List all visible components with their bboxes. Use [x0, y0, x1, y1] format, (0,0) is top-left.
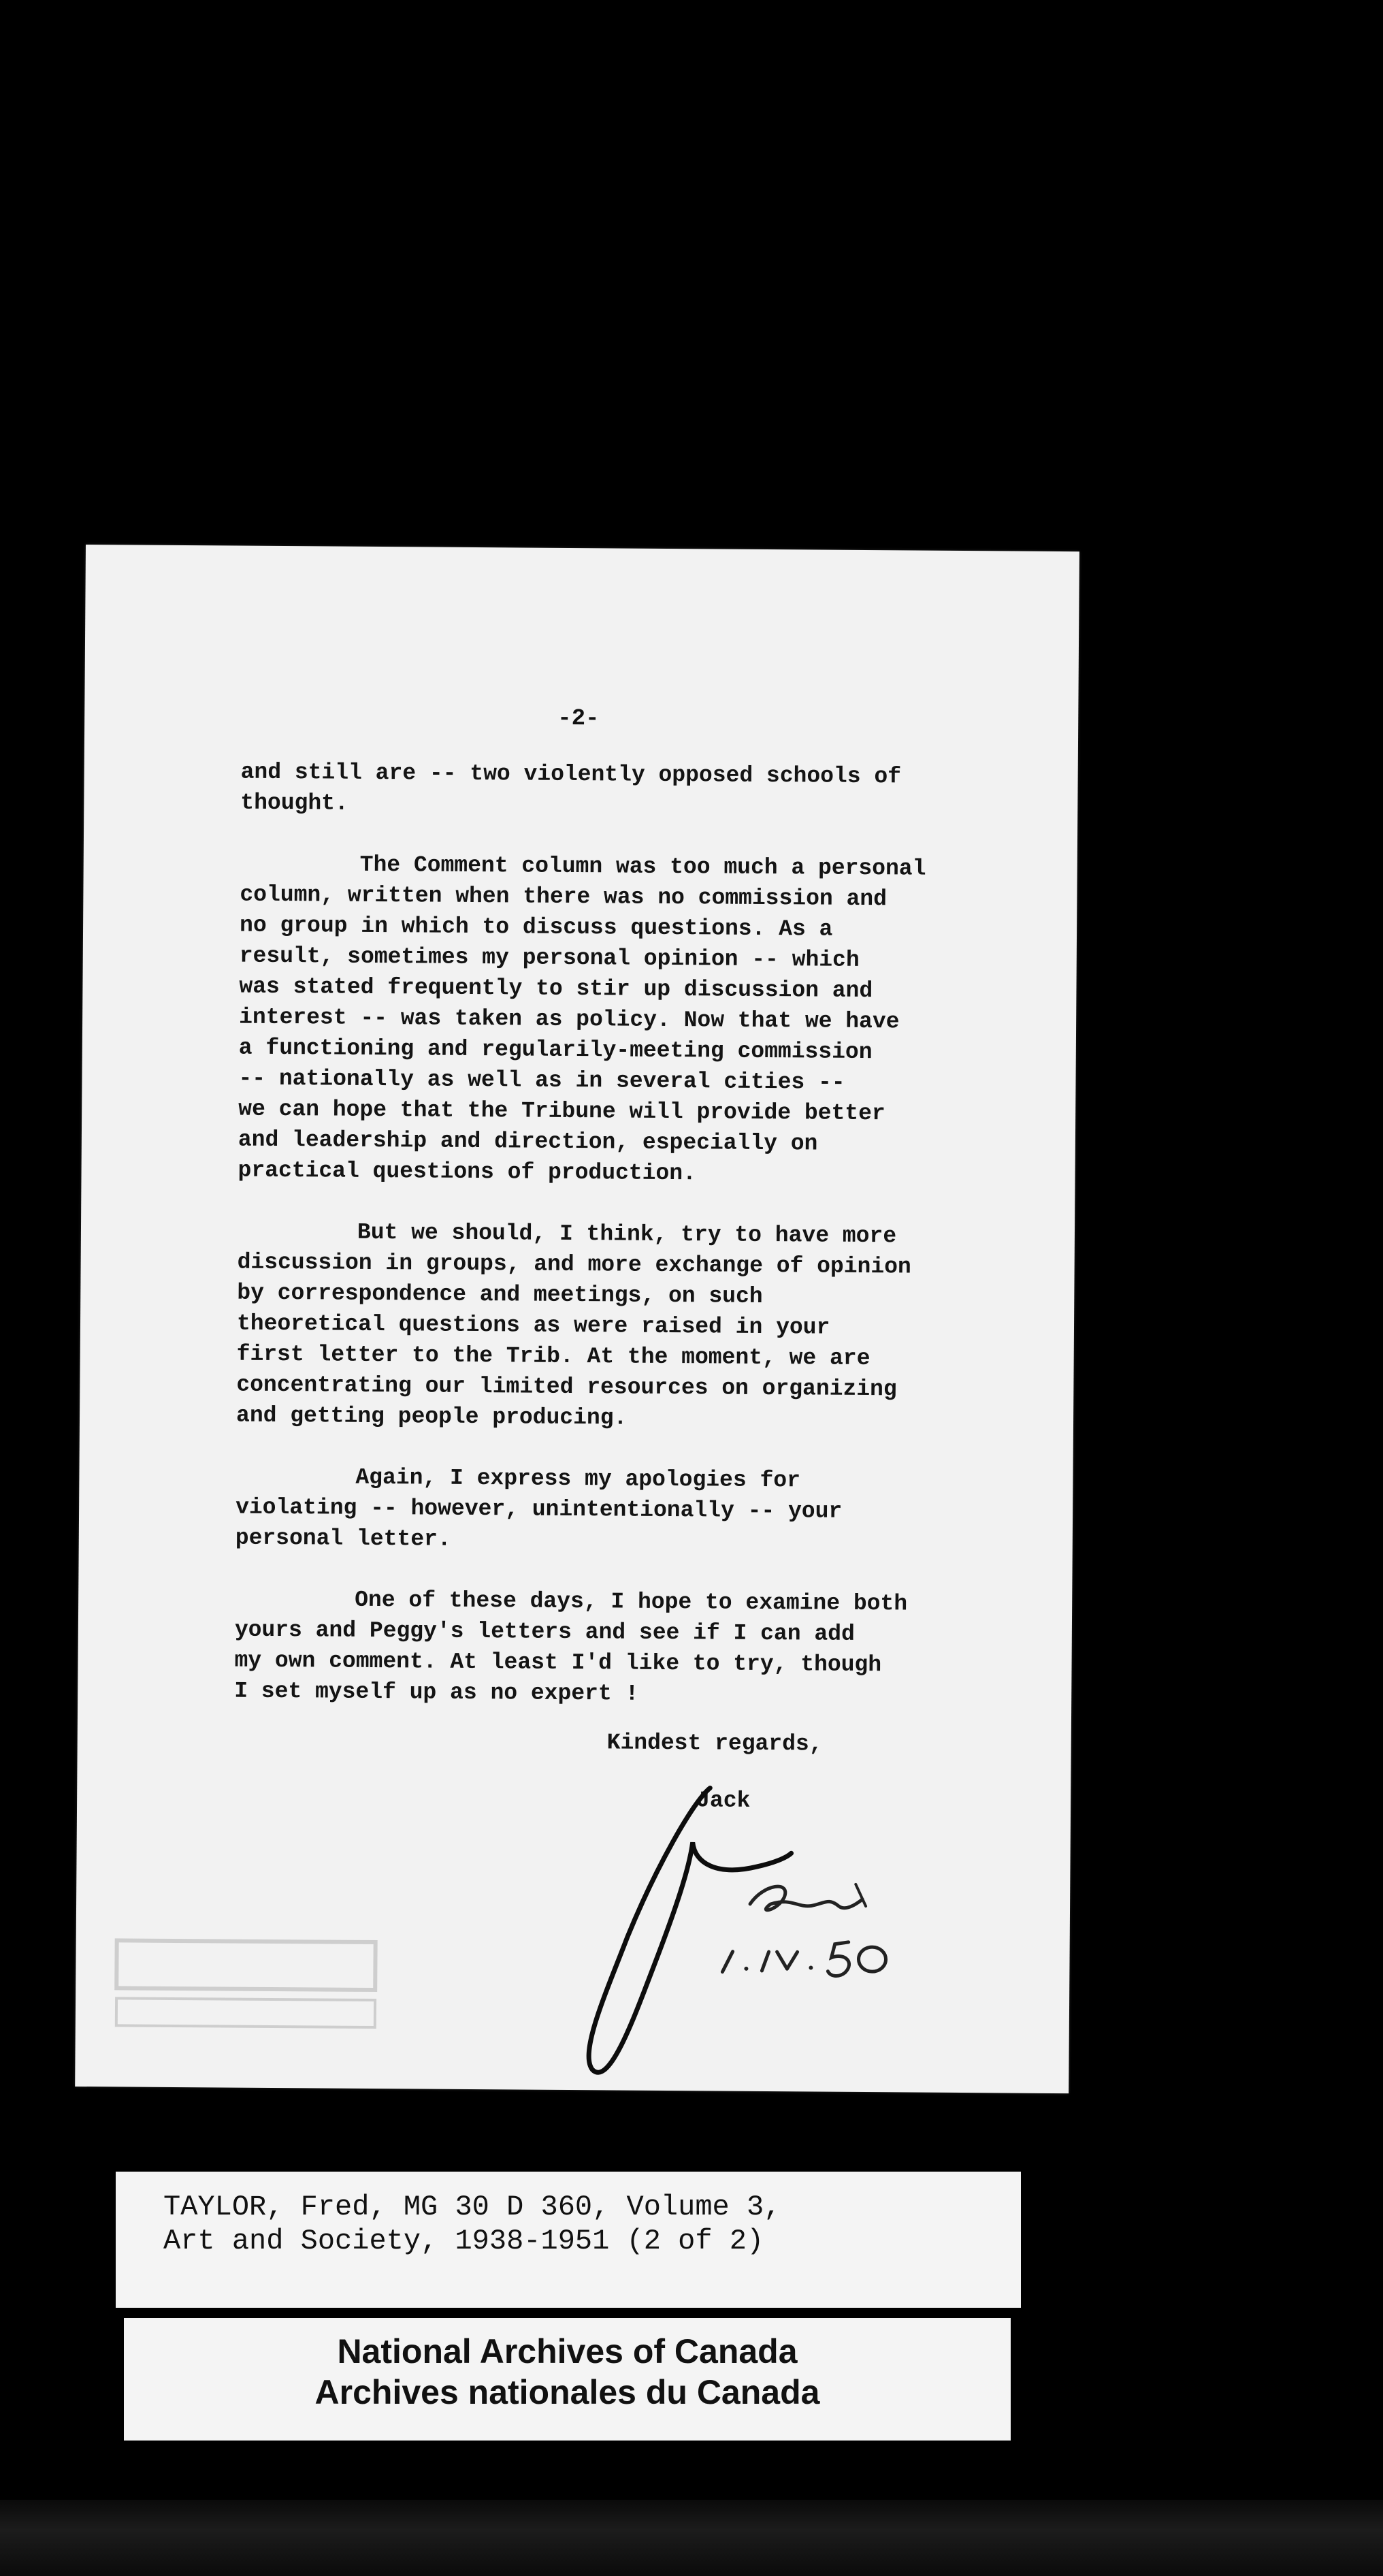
- closing-salutation: Kindest regards,: [606, 1730, 823, 1757]
- page-number: -2-: [557, 705, 600, 732]
- letter-paragraph-4-text: Again, I express my apologies for violating -- however, unintentionally -- your personal letter.: [235, 1464, 843, 1552]
- handwritten-date-note: [709, 1856, 968, 1994]
- letter-paragraph-5: [234, 1584, 1004, 1712]
- caption-line-2: Art and Society, 1938-1951 (2 of 2): [163, 2225, 764, 2257]
- letter-body: [234, 757, 1010, 1743]
- faded-masthead-bleedthrough: [103, 1927, 389, 2044]
- caption-line-1: TAYLOR, Fred, MG 30 D 360, Volume 3,: [163, 2191, 781, 2223]
- letter-paragraph-2: [238, 849, 1009, 1191]
- archive-name-french: Archives nationales du Canada: [314, 2373, 820, 2411]
- letter-paragraph-3: [236, 1217, 1007, 1436]
- letter-paragraph-2-text: The Comment column was too much a personal column, written when there was no commission and no group in which to discuss questions. As a result, sometimes my personal opinion -- which was stated frequently to stir up discussion and interest -- was taken as policy. Now that we have a functioning and regularily-meeting commission -- nationally as well as in several cities -- we can hope that the Tribune will provide better and leadership and direction, especially on practical questions of production.: [238, 852, 926, 1187]
- reel-caption-card: [116, 2172, 1021, 2308]
- letter-paragraph-4: [235, 1462, 1005, 1559]
- letter-paragraph-5-text: One of these days, I hope to examine both yours and Peggy's letters and see if I can add my own comment. At least I'd like to try, though I set myself up as no expert !: [234, 1587, 908, 1707]
- archive-name-english: National Archives of Canada: [337, 2332, 798, 2370]
- typed-signoff: Jack: [696, 1788, 751, 1814]
- letter-paragraph-3-text: But we should, I think, try to have more discussion in groups, and more exchange of opinion by correspondence and meetings, on such theoretical questions as were raised in your first letter to the Trib. At the moment, we are concentrating our limited resources on organizing and getting people producing.: [235, 1219, 911, 1431]
- film-edge-band: [0, 2500, 1383, 2576]
- archive-label-card: [124, 2318, 1011, 2441]
- letter-paragraph-1: and still are -- two violently opposed schools of thought.: [240, 759, 902, 816]
- letter-page: [75, 545, 1079, 2093]
